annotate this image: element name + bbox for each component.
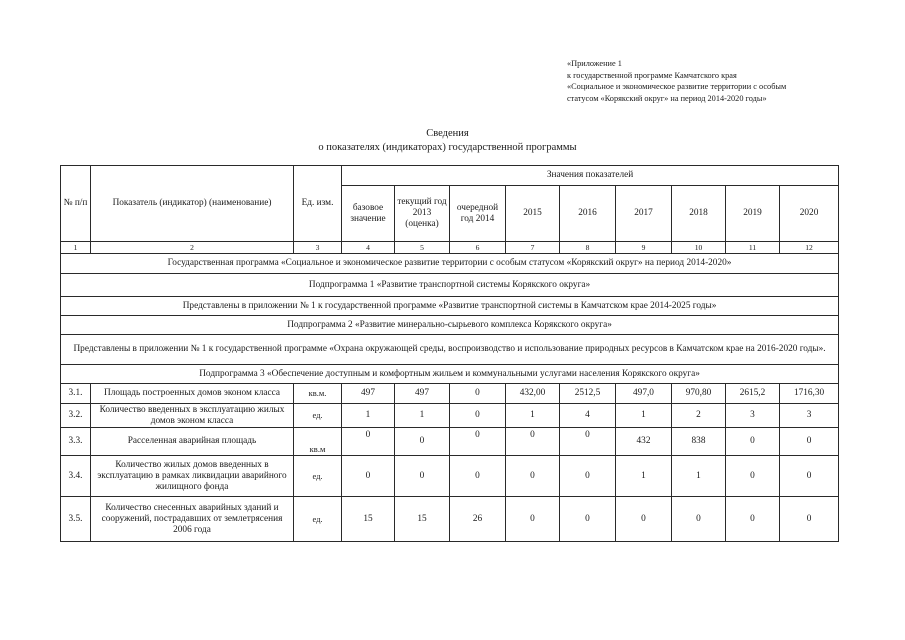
- row-value: 3: [780, 404, 839, 428]
- table-row: [61, 384, 839, 404]
- row-indicator: Количество снесенных аварийных зданий и сооружений, пострадавших от землетрясения 2006 года: [91, 497, 294, 542]
- col-index: 6: [450, 242, 506, 254]
- header-indicator: Показатель (индикатор) (наименование): [91, 166, 294, 242]
- col-index: 10: [672, 242, 726, 254]
- row-unit: кв.м: [294, 428, 342, 456]
- row-value: 0: [560, 428, 616, 456]
- col-index: 9: [616, 242, 672, 254]
- row-value: 1: [616, 404, 672, 428]
- header-current: текущий год 2013 (оценка): [395, 186, 450, 242]
- appendix-line: статусом «Корякский округ» на период 2014-2020 годы»: [567, 93, 767, 103]
- row-value: 0: [780, 428, 839, 456]
- row-value: 0: [450, 404, 506, 428]
- header-unit: Ед. изм.: [294, 166, 342, 242]
- row-value: 1: [395, 404, 450, 428]
- row-indicator: Количество введенных в эксплуатацию жилых домов эконом класса: [91, 404, 294, 428]
- header-num: № п/п: [61, 166, 91, 242]
- row-value: 1: [342, 404, 395, 428]
- col-index: 8: [560, 242, 616, 254]
- document-subtitle: о показателях (индикаторах) государственной программы: [318, 142, 577, 153]
- appendix-note: [567, 58, 902, 104]
- subprogram-2-title: Подпрограмма 2 «Развитие минерально-сырьевого комплекса Корякского округа»: [61, 316, 839, 335]
- row-value: 4: [560, 404, 616, 428]
- header-2018: 2018: [672, 186, 726, 242]
- appendix-line: «Социальное и экономическое развитие территории с особым: [567, 82, 787, 91]
- row-value: 2: [672, 404, 726, 428]
- row-value: 0: [672, 497, 726, 542]
- row-value: 0: [780, 456, 839, 497]
- header-values-group: Значения показателей: [342, 166, 839, 186]
- row-indicator: Площадь построенных домов эконом класса: [91, 384, 294, 404]
- row-value: 0: [342, 456, 395, 497]
- row-value: 838: [672, 428, 726, 456]
- row-num: 3.4.: [61, 456, 91, 497]
- header-next: очередной год 2014: [450, 186, 506, 242]
- row-value: 0: [560, 497, 616, 542]
- row-value: 0: [506, 497, 560, 542]
- subprogram-1-title: Подпрограмма 1 «Развитие транспортной системы Корякского округа»: [61, 274, 839, 297]
- col-index: 7: [506, 242, 560, 254]
- row-value: 0: [616, 497, 672, 542]
- subprogram-3-title: Подпрограмма 3 «Обеспечение доступным и комфортным жильем и коммунальными услугами населения Корякского округа»: [61, 365, 839, 384]
- row-num: 3.5.: [61, 497, 91, 542]
- row-value: 0: [395, 428, 450, 456]
- row-value: 1716,30: [780, 384, 839, 404]
- row-value: 2615,2: [726, 384, 780, 404]
- col-index: 12: [780, 242, 839, 254]
- col-index: 11: [726, 242, 780, 254]
- indicators-table: [60, 165, 839, 542]
- col-index: 4: [342, 242, 395, 254]
- row-value: 432,00: [506, 384, 560, 404]
- row-value: 0: [450, 456, 506, 497]
- document-title: Сведения: [426, 128, 469, 139]
- row-value: 0: [726, 456, 780, 497]
- row-value: 497: [395, 384, 450, 404]
- row-value: 1: [672, 456, 726, 497]
- table-row: [61, 456, 839, 497]
- row-value: 0: [450, 384, 506, 404]
- row-value: 0: [726, 497, 780, 542]
- row-unit: кв.м.: [294, 384, 342, 404]
- header-2015: 2015: [506, 186, 560, 242]
- appendix-line: к государственной программе Камчатского края: [567, 70, 737, 80]
- row-value: 3: [726, 404, 780, 428]
- row-indicator: Расселенная аварийная площадь: [91, 428, 294, 456]
- row-value: 2512,5: [560, 384, 616, 404]
- subprogram-1-note: Представлены в приложении № 1 к государственной программе «Развитие транспортной системы в Камчатском крае 2014-2025 годы»: [61, 297, 839, 316]
- row-num: 3.2.: [61, 404, 91, 428]
- row-value: 0: [450, 428, 506, 456]
- header-2017: 2017: [616, 186, 672, 242]
- row-value: 0: [560, 456, 616, 497]
- row-num: 3.3.: [61, 428, 91, 456]
- column-index-row: [61, 242, 839, 254]
- header-2019: 2019: [726, 186, 780, 242]
- row-value: 970,80: [672, 384, 726, 404]
- col-index: 2: [91, 242, 294, 254]
- header-base: базовое значение: [342, 186, 395, 242]
- row-value: 497,0: [616, 384, 672, 404]
- row-value: 0: [506, 456, 560, 497]
- table-row: [61, 497, 839, 542]
- row-indicator: Количество жилых домов введенных в эксплуатацию в рамках ликвидации аварийного жилищного фонда: [91, 456, 294, 497]
- col-index: 3: [294, 242, 342, 254]
- row-value: 1: [616, 456, 672, 497]
- row-value: 0: [726, 428, 780, 456]
- col-index: 1: [61, 242, 91, 254]
- row-value: 15: [395, 497, 450, 542]
- appendix-line: «Приложение 1: [567, 59, 622, 68]
- col-index: 5: [395, 242, 450, 254]
- header-2016: 2016: [560, 186, 616, 242]
- subprogram-2-note: Представлены в приложении № 1 к государственной программе «Охрана окружающей среды, воспроизводство и использование природных ресурсов в Камчатском крае на 2016-2020 годы».: [61, 335, 839, 365]
- row-value: 26: [450, 497, 506, 542]
- row-value: 15: [342, 497, 395, 542]
- row-value: 0: [506, 428, 560, 456]
- table-row: [61, 404, 839, 428]
- row-unit: ед.: [294, 404, 342, 428]
- row-unit: ед.: [294, 497, 342, 542]
- row-value: 497: [342, 384, 395, 404]
- row-value: 0: [780, 497, 839, 542]
- row-num: 3.1.: [61, 384, 91, 404]
- table-row: [61, 428, 839, 456]
- program-title-row: Государственная программа «Социальное и экономическое развитие территории с особым статусом «Корякский округ» на период 2014-2020»: [61, 254, 839, 274]
- row-unit: ед.: [294, 456, 342, 497]
- row-value: 432: [616, 428, 672, 456]
- row-value: 0: [342, 428, 395, 456]
- header-2020: 2020: [780, 186, 839, 242]
- row-value: 1: [506, 404, 560, 428]
- row-value: 0: [395, 456, 450, 497]
